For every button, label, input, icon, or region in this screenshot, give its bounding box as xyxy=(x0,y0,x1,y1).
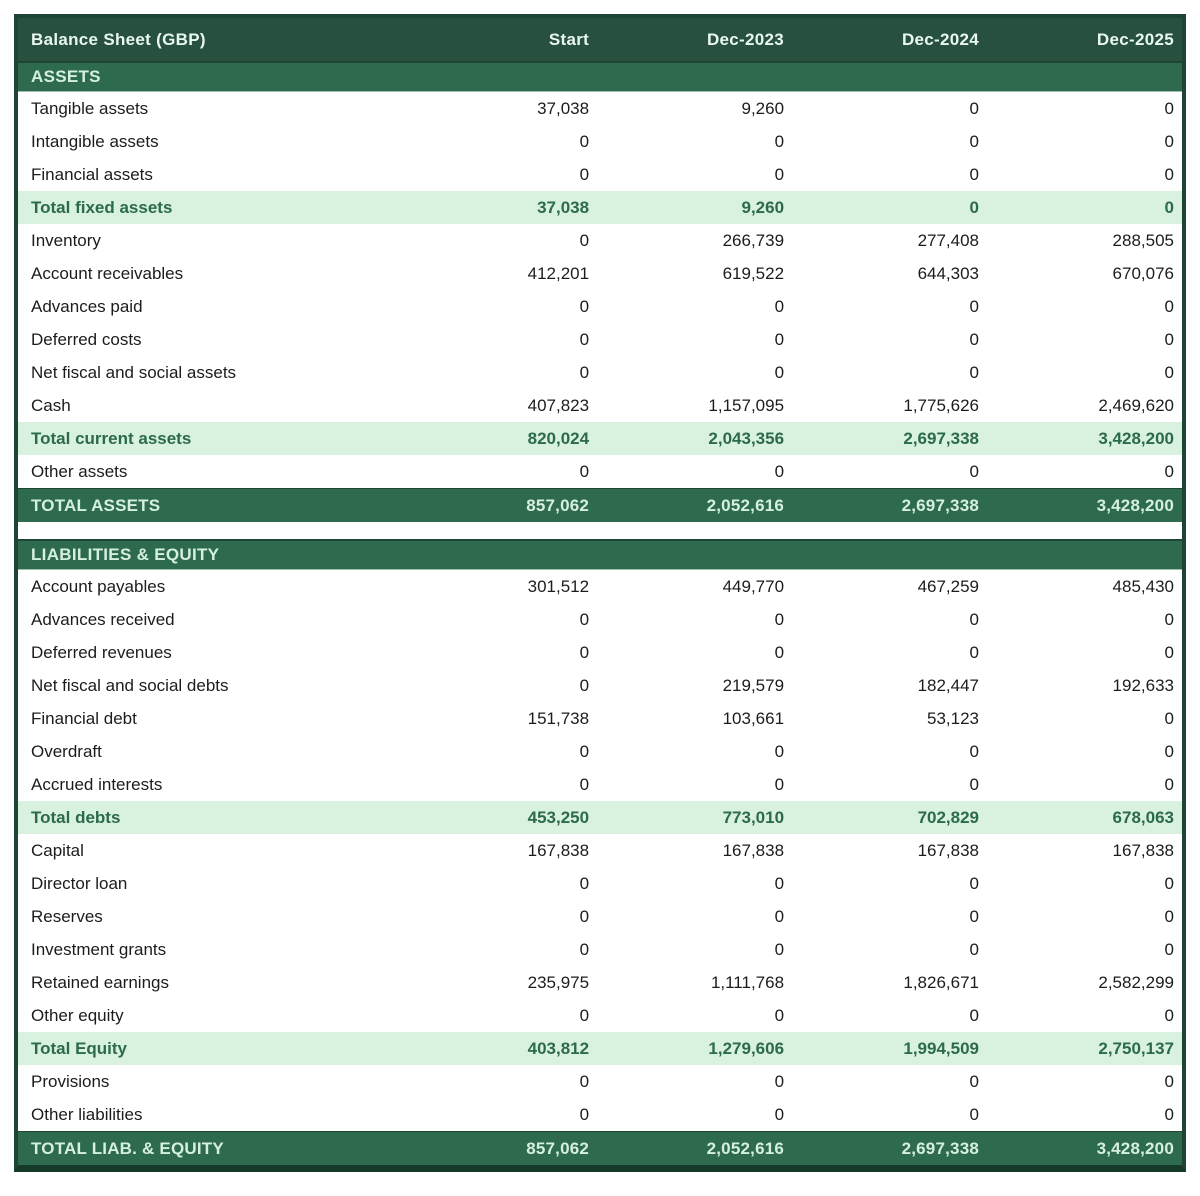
table-row xyxy=(18,1098,1182,1131)
cell-value: 0 xyxy=(774,296,785,316)
cell-value: 0 xyxy=(774,461,785,481)
cell-value: 277,408 xyxy=(917,230,980,250)
cell-value: 0 xyxy=(774,164,785,184)
cell-value: 1,111,768 xyxy=(710,972,785,992)
row-label: Provisions xyxy=(31,1071,110,1091)
row-label: Retained earnings xyxy=(31,972,169,992)
table-row xyxy=(18,768,1182,801)
row-label: Inventory xyxy=(31,230,101,250)
cell-value: 403,812 xyxy=(527,1038,590,1058)
cell-value: 0 xyxy=(1164,1071,1174,1091)
cell-value: 0 xyxy=(1164,197,1174,217)
cell-value: 0 xyxy=(774,873,785,893)
row-label: Advances received xyxy=(31,609,175,629)
table-row xyxy=(18,1032,1182,1065)
cell-value: 0 xyxy=(969,98,980,118)
cell-value: 0 xyxy=(969,461,980,481)
table-row xyxy=(18,224,1182,257)
table-row xyxy=(18,669,1182,702)
row-label: Other liabilities xyxy=(31,1104,143,1124)
cell-value: 0 xyxy=(969,1071,980,1091)
cell-value: 2,697,338 xyxy=(903,428,980,448)
column-header-dec-2024: Dec-2024 xyxy=(901,29,980,49)
cell-value: 2,582,299 xyxy=(1098,972,1174,992)
row-label: Advances paid xyxy=(31,296,143,316)
cell-value: 0 xyxy=(579,461,590,481)
table-row xyxy=(18,389,1182,422)
section-header-label: LIABILITIES & EQUITY xyxy=(31,545,220,564)
cell-value: 0 xyxy=(1164,296,1174,316)
cell-value: 0 xyxy=(579,675,590,695)
table-row xyxy=(18,636,1182,669)
cell-value: 0 xyxy=(1164,362,1174,382)
table-row xyxy=(18,158,1182,191)
cell-value: 0 xyxy=(1164,461,1174,481)
row-label: Financial debt xyxy=(31,708,137,728)
cell-value: 288,505 xyxy=(1112,230,1174,250)
cell-value: 0 xyxy=(579,873,590,893)
row-label: Reserves xyxy=(31,906,103,926)
cell-value: 0 xyxy=(774,1071,785,1091)
row-label: Other assets xyxy=(31,461,128,481)
cell-value: 0 xyxy=(579,296,590,316)
cell-value: 0 xyxy=(774,131,785,151)
table-row xyxy=(18,455,1182,488)
row-label: Total current assets xyxy=(31,428,192,448)
cell-value: 0 xyxy=(774,1104,785,1124)
cell-value: 702,829 xyxy=(917,807,980,827)
cell-value: 235,975 xyxy=(527,972,590,992)
cell-value: 0 xyxy=(774,939,785,959)
cell-value: 449,770 xyxy=(722,576,785,596)
row-label: Net fiscal and social debts xyxy=(31,675,229,695)
row-label: Total debts xyxy=(31,807,121,827)
cell-value: 0 xyxy=(1164,774,1174,794)
cell-value: 0 xyxy=(579,329,590,349)
cell-value: 9,260 xyxy=(741,98,785,118)
cell-value: 167,838 xyxy=(722,840,785,860)
column-header-dec-2025: Dec-2025 xyxy=(1096,29,1174,49)
cell-value: 670,076 xyxy=(1112,263,1174,283)
table-row xyxy=(18,933,1182,966)
row-label: Tangible assets xyxy=(31,98,149,118)
total-row xyxy=(18,488,1182,522)
table-row xyxy=(18,900,1182,933)
table-title: Balance Sheet (GBP) xyxy=(31,29,206,49)
cell-value: 0 xyxy=(1164,1005,1174,1025)
cell-value: 2,052,616 xyxy=(706,1138,785,1158)
cell-value: 2,052,616 xyxy=(706,495,785,515)
cell-value: 53,123 xyxy=(927,708,980,728)
cell-value: 2,697,338 xyxy=(901,1138,980,1158)
table-row xyxy=(18,570,1182,603)
table-row xyxy=(18,422,1182,455)
cell-value: 2,043,356 xyxy=(708,428,785,448)
cell-value: 0 xyxy=(579,131,590,151)
row-label: Intangible assets xyxy=(31,131,159,151)
cell-value: 0 xyxy=(579,642,590,662)
cell-value: 3,428,200 xyxy=(1096,495,1174,515)
cell-value: 0 xyxy=(579,1104,590,1124)
cell-value: 0 xyxy=(969,774,980,794)
cell-value: 192,633 xyxy=(1112,675,1174,695)
table-row xyxy=(18,191,1182,224)
table-row xyxy=(18,735,1182,768)
cell-value: 0 xyxy=(579,774,590,794)
cell-value: 301,512 xyxy=(527,576,590,596)
cell-value: 2,469,620 xyxy=(1098,395,1174,415)
cell-value: 3,428,200 xyxy=(1096,1138,1174,1158)
cell-value: 37,038 xyxy=(537,197,590,217)
cell-value: 0 xyxy=(969,362,980,382)
row-label: Director loan xyxy=(31,873,128,893)
cell-value: 0 xyxy=(1164,741,1174,761)
cell-value: 0 xyxy=(969,164,980,184)
table-row xyxy=(18,257,1182,290)
cell-value: 151,738 xyxy=(527,708,590,728)
table-row xyxy=(18,323,1182,356)
row-label: Accrued interests xyxy=(31,774,163,794)
cell-value: 0 xyxy=(1164,642,1174,662)
cell-value: 467,259 xyxy=(917,576,980,596)
cell-value: 0 xyxy=(1164,164,1174,184)
cell-value: 167,838 xyxy=(917,840,980,860)
column-header-dec-2023: Dec-2023 xyxy=(706,29,785,49)
section-header-row xyxy=(18,539,1182,570)
cell-value: 0 xyxy=(774,362,785,382)
row-label: Total fixed assets xyxy=(31,197,173,217)
cell-value: 678,063 xyxy=(1112,807,1174,827)
cell-value: 0 xyxy=(579,362,590,382)
cell-value: 0 xyxy=(774,906,785,926)
cell-value: 0 xyxy=(969,296,980,316)
row-label: Deferred revenues xyxy=(31,642,172,662)
cell-value: 644,303 xyxy=(917,263,980,283)
table-row xyxy=(18,867,1182,900)
cell-value: 0 xyxy=(579,609,590,629)
cell-value: 1,279,606 xyxy=(708,1038,785,1058)
cell-value: 0 xyxy=(1164,906,1174,926)
cell-value: 0 xyxy=(579,939,590,959)
cell-value: 0 xyxy=(774,774,785,794)
cell-value: 0 xyxy=(969,609,980,629)
balance-sheet-table xyxy=(14,14,1186,1172)
cell-value: 0 xyxy=(1164,708,1174,728)
cell-value: 219,579 xyxy=(722,675,785,695)
cell-value: 2,750,137 xyxy=(1098,1038,1174,1058)
cell-value: 0 xyxy=(969,1005,980,1025)
cell-value: 0 xyxy=(969,642,980,662)
cell-value: 0 xyxy=(969,197,980,217)
cell-value: 0 xyxy=(1164,98,1174,118)
cell-value: 0 xyxy=(579,1005,590,1025)
cell-value: 453,250 xyxy=(527,807,590,827)
cell-value: 1,994,509 xyxy=(903,1038,980,1058)
cell-value: 0 xyxy=(774,1005,785,1025)
cell-value: 1,775,626 xyxy=(903,395,980,415)
cell-value: 2,697,338 xyxy=(901,495,980,515)
cell-value: 0 xyxy=(1164,873,1174,893)
row-label: Overdraft xyxy=(31,741,102,761)
cell-value: 0 xyxy=(579,906,590,926)
cell-value: 0 xyxy=(579,230,590,250)
table-row xyxy=(18,702,1182,735)
cell-value: 182,447 xyxy=(917,675,980,695)
row-label: Deferred costs xyxy=(31,329,142,349)
cell-value: 407,823 xyxy=(527,395,590,415)
cell-value: 167,838 xyxy=(1112,840,1174,860)
table-row xyxy=(18,1065,1182,1098)
row-label: TOTAL LIAB. & EQUITY xyxy=(31,1138,224,1158)
section-header-label: ASSETS xyxy=(31,67,101,86)
cell-value: 0 xyxy=(579,741,590,761)
cell-value: 412,201 xyxy=(527,263,590,283)
cell-value: 619,522 xyxy=(722,263,785,283)
cell-value: 37,038 xyxy=(537,98,590,118)
table-row xyxy=(18,125,1182,158)
cell-value: 857,062 xyxy=(526,1138,590,1158)
table-row xyxy=(18,801,1182,834)
cell-value: 0 xyxy=(969,873,980,893)
cell-value: 773,010 xyxy=(722,807,785,827)
row-label: Cash xyxy=(31,395,71,415)
row-label: Account receivables xyxy=(31,263,184,283)
table-row xyxy=(18,92,1182,125)
table-row xyxy=(18,834,1182,867)
cell-value: 0 xyxy=(1164,329,1174,349)
cell-value: 0 xyxy=(969,741,980,761)
row-label: TOTAL ASSETS xyxy=(31,495,161,515)
row-label: Account payables xyxy=(31,576,166,596)
table-row xyxy=(18,999,1182,1032)
cell-value: 820,024 xyxy=(527,428,590,448)
cell-value: 3,428,200 xyxy=(1098,428,1174,448)
cell-value: 0 xyxy=(1164,1104,1174,1124)
column-header-start: Start xyxy=(548,29,590,49)
cell-value: 0 xyxy=(969,131,980,151)
cell-value: 0 xyxy=(969,939,980,959)
cell-value: 1,826,671 xyxy=(903,972,980,992)
table-row xyxy=(18,966,1182,999)
section-header-row xyxy=(18,61,1182,92)
cell-value: 0 xyxy=(969,906,980,926)
table-body xyxy=(18,61,1182,1165)
row-label: Capital xyxy=(31,840,84,860)
table-row xyxy=(18,356,1182,389)
row-label: Other equity xyxy=(31,1005,124,1025)
table-row xyxy=(18,290,1182,323)
cell-value: 0 xyxy=(774,329,785,349)
cell-value: 1,157,095 xyxy=(708,395,785,415)
total-row xyxy=(18,1131,1182,1165)
table-header-row xyxy=(18,18,1182,61)
row-label: Investment grants xyxy=(31,939,167,959)
row-label: Financial assets xyxy=(31,164,153,184)
cell-value: 0 xyxy=(774,609,785,629)
cell-value: 0 xyxy=(774,642,785,662)
cell-value: 485,430 xyxy=(1112,576,1174,596)
cell-value: 0 xyxy=(1164,609,1174,629)
cell-value: 9,260 xyxy=(741,197,785,217)
cell-value: 857,062 xyxy=(526,495,590,515)
cell-value: 103,661 xyxy=(722,708,785,728)
row-label: Total Equity xyxy=(31,1038,128,1058)
cell-value: 0 xyxy=(969,1104,980,1124)
cell-value: 0 xyxy=(1164,939,1174,959)
cell-value: 0 xyxy=(774,741,785,761)
cell-value: 0 xyxy=(579,1071,590,1091)
cell-value: 0 xyxy=(579,164,590,184)
row-label: Net fiscal and social assets xyxy=(31,362,237,382)
cell-value: 266,739 xyxy=(722,230,785,250)
cell-value: 167,838 xyxy=(527,840,590,860)
table-row xyxy=(18,603,1182,636)
section-gap xyxy=(18,522,1182,539)
cell-value: 0 xyxy=(969,329,980,349)
cell-value: 0 xyxy=(1164,131,1174,151)
